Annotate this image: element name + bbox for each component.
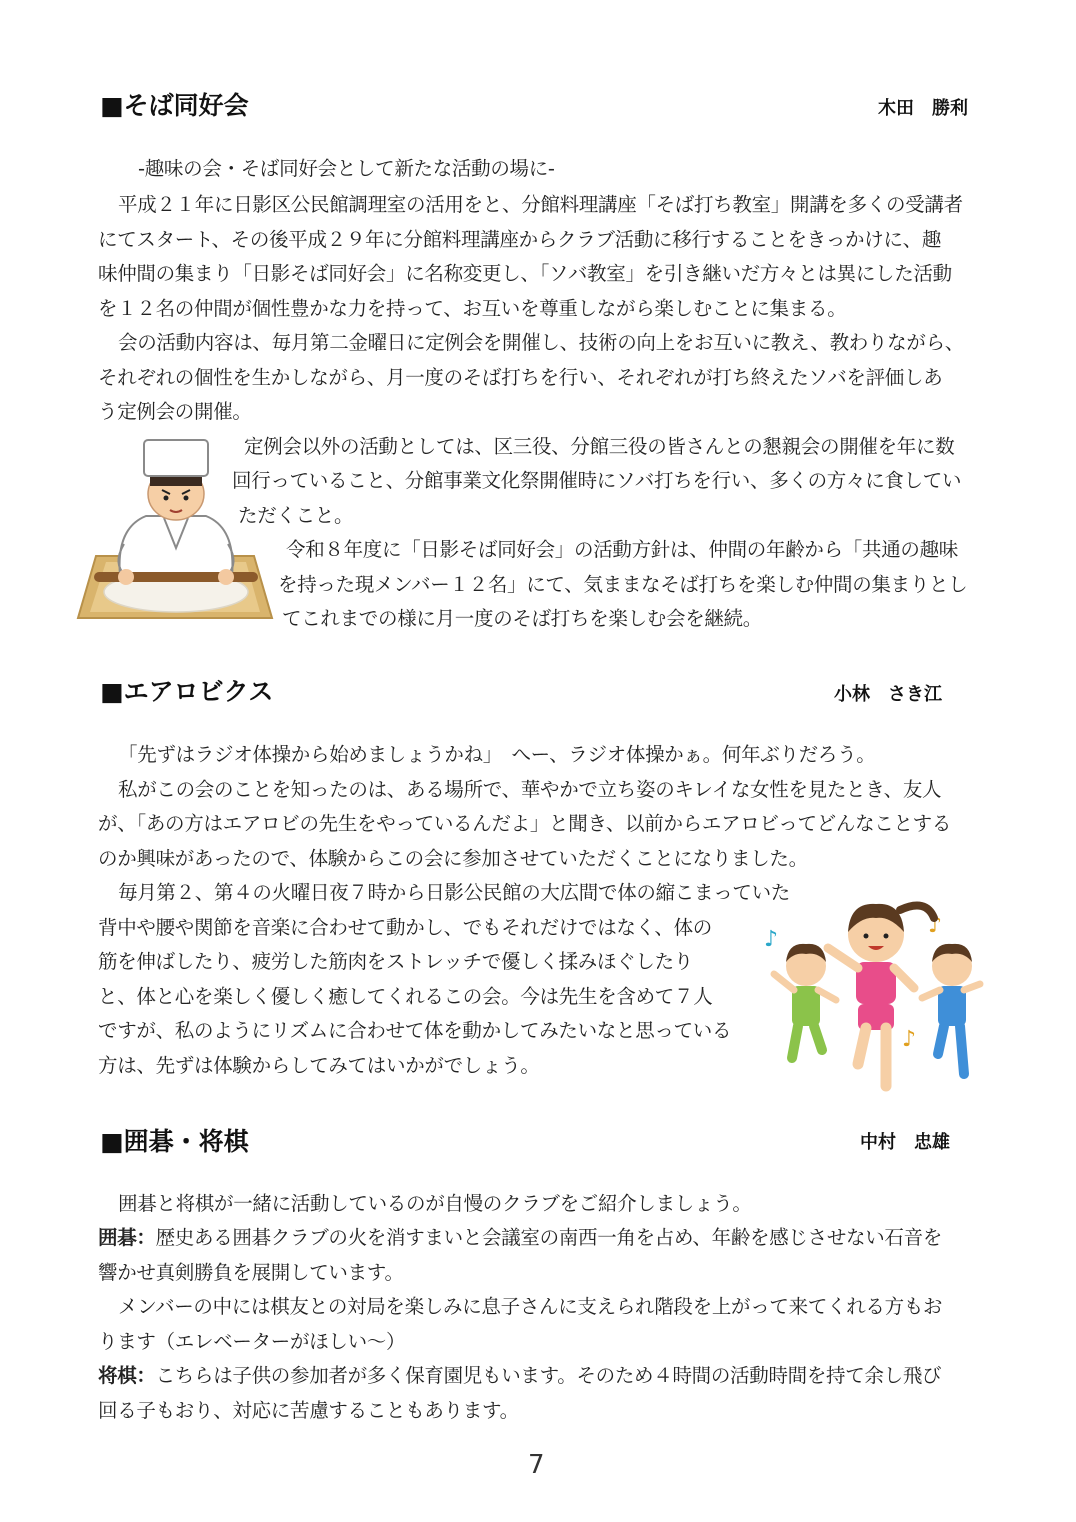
igo-label: 囲碁： <box>98 1226 156 1249</box>
soba-line: てこれまでの様に月一度のそば打ちを楽しむ会を継続。 <box>282 607 763 630</box>
aerobics-line: 私がこの会のことを知ったのは、ある場所で、華やかで立ち姿のキレイな女性を見たとき、友人 <box>118 778 942 801</box>
aerobics-line: 背中や腰や関節を音楽に合わせて動かし、でもそれだけではなく、体の <box>98 916 713 939</box>
aerobics-author: 小林 さき江 <box>834 684 942 705</box>
svg-text:♪: ♪ <box>764 927 779 952</box>
igo-intro: 囲碁と将棋が一緒に活動しているのが自慢のクラブをご紹介しましょう。 <box>118 1192 752 1215</box>
soba-line: にてスタート、その後平成２９年に分館料理講座からクラブ活動に移行することをきっかけに、趣 <box>98 228 942 251</box>
aerobics-line: 筋を伸ばしたり、疲労した筋肉をストレッチで優しく揉みほぐしたり <box>98 950 694 973</box>
soba-line: 味仲間の集まり「日影そば同好会」に名称変更し、「ソバ教室」を引き継いだ方々とは異にした活動 <box>98 262 952 285</box>
soba-line: 会の活動内容は、毎月第二金曜日に定例会を開催し、技術の向上をお互いに教え、教わりながら、 <box>118 331 964 354</box>
aerobics-line: のか興味があったので、体験からこの会に参加させていただくことになりました。 <box>98 847 808 870</box>
svg-text:♪: ♪ <box>928 913 943 938</box>
soba-line: 定例会以外の活動としては、区三役、分館三役の皆さんとの懇親会の開催を年に数 <box>244 435 955 458</box>
aerobics-dancers-illustration <box>758 888 994 1092</box>
soba-chef-illustration <box>76 436 276 620</box>
igo-line: 響かせ真剣勝負を展開しています。 <box>98 1261 404 1284</box>
shogi-label: 将棋： <box>98 1364 156 1387</box>
igo-author: 中村 忠雄 <box>860 1132 950 1153</box>
soba-subtitle: -趣味の会・そば同好会として新たな活動の場に- <box>138 157 555 180</box>
soba-line: 平成２１年に日影区公民館調理室の活用をと、分館料理講座「そば打ち教室」開講を多くの受講者 <box>118 193 963 216</box>
aerobics-line: と、体と心を楽しく優しく癒してくれるこの会。今は先生を含めて７人 <box>98 985 713 1008</box>
shogi-paragraph <box>98 1359 941 1394</box>
aerobics-line: が、「あの方はエアロビの先生をやっているんだよ」と聞き、以前からエアロビってどんなことする <box>98 812 952 835</box>
page-number: 7 <box>528 1450 545 1480</box>
soba-line: 回行っていること、分館事業文化祭開催時にソバ打ちを行い、多くの方々に食してい <box>232 469 962 492</box>
soba-line: 令和８年度に「日影そば同好会」の活動方針は、仲間の年齢から「共通の趣味 <box>286 538 959 561</box>
igo-text: 歴史ある囲碁クラブの火を消すまいと会議室の南西一角を占め、年齢を感じさせない石音を <box>155 1226 943 1249</box>
soba-line: を１２名の仲間が個性豊かな力を持って、お互いを尊重しながら楽しむことに集まる。 <box>98 297 847 320</box>
soba-line: ただくこと。 <box>238 504 354 527</box>
aerobics-line: 方は、先ずは体験からしてみてはいかがでしょう。 <box>98 1054 540 1077</box>
soba-author: 木田 勝利 <box>878 98 968 119</box>
aerobics-line: 「先ずはラジオ体操から始めましょうかね」 へー、ラジオ体操かぁ。何年ぶりだろう。 <box>118 743 876 766</box>
igo-paragraph <box>98 1221 942 1256</box>
aerobics-line: ですが、私のようにリズムに合わせて体を動かしてみたいなと思っている <box>98 1019 732 1042</box>
aerobics-heading: ■エアロビクス <box>100 677 274 706</box>
shogi-text: こちらは子供の参加者が多く保育園児もいます。そのため４時間の活動時間を持て余し飛び <box>155 1364 942 1387</box>
soba-heading: ■そば同好会 <box>100 91 249 120</box>
svg-text:♪: ♪ <box>902 1027 917 1052</box>
aerobics-line: 毎月第２、第４の火曜日夜７時から日影公民館の大広間で体の縮こまっていた <box>118 881 791 904</box>
igo-line: メンバーの中には棋友との対局を楽しみに息子さんに支えられ階段を上がって来てくれる方もお <box>118 1295 943 1318</box>
soba-line: を持った現メンバー１２名」にて、気ままなそば打ちを楽しむ仲間の集まりとし <box>278 573 968 596</box>
igo-line: ります（エレベーターがほしい～） <box>98 1330 406 1353</box>
igo-heading: ■囲碁・将棋 <box>100 1127 249 1156</box>
shogi-line: 回る子もおり、対応に苦慮することもあります。 <box>98 1399 519 1422</box>
soba-line: それぞれの個性を生かしながら、月一度のそば打ちを行い、それぞれが打ち終えたソバを評価しあ <box>98 366 943 389</box>
soba-line: う定例会の開催。 <box>98 400 252 423</box>
